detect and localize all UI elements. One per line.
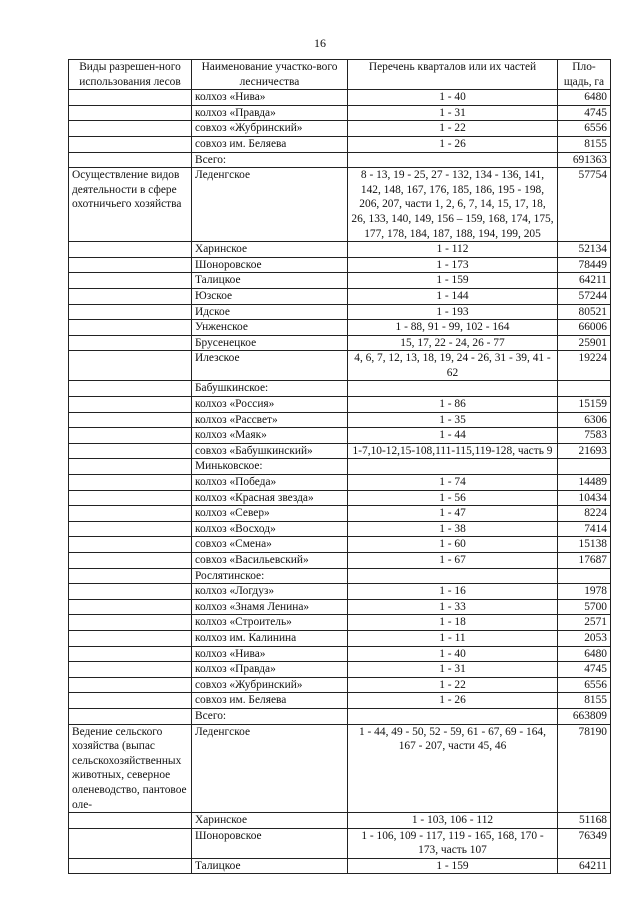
area-cell: 2053	[558, 630, 611, 646]
forestry-name-cell: колхоз «Победа»	[192, 475, 348, 491]
area-cell: 21693	[558, 443, 611, 459]
table-row	[69, 662, 611, 678]
use-kind-cell	[69, 351, 192, 381]
use-kind-cell	[69, 708, 192, 724]
use-kind-cell	[69, 553, 192, 569]
forestry-name-cell: Бабушкинское:	[192, 381, 348, 397]
forestry-name-cell: совхоз «Васильевский»	[192, 553, 348, 569]
table-row	[69, 646, 611, 662]
forestry-name-cell: Талицкое	[192, 858, 348, 874]
table-row	[69, 553, 611, 569]
area-cell: 4745	[558, 662, 611, 678]
area-cell: 57754	[558, 168, 611, 242]
table-row	[69, 257, 611, 273]
quarters-cell: 1 - 44, 49 - 50, 52 - 59, 61 - 67, 69 - 164, 167 - 207, части 45, 46	[348, 724, 558, 813]
table-row	[69, 813, 611, 829]
forestry-name-cell: Харинское	[192, 813, 348, 829]
use-kind-cell	[69, 257, 192, 273]
table-header-row	[69, 60, 611, 90]
header-area: Пло-щадь, га	[558, 60, 611, 90]
table-row	[69, 828, 611, 858]
table-body	[69, 90, 611, 874]
table-row	[69, 320, 611, 336]
table-row	[69, 381, 611, 397]
use-kind-cell	[69, 599, 192, 615]
use-kind-cell	[69, 858, 192, 874]
quarters-cell: 15, 17, 22 - 24, 26 - 77	[348, 335, 558, 351]
quarters-cell: 1 - 144	[348, 288, 558, 304]
use-kind-cell	[69, 136, 192, 152]
use-kind-cell	[69, 152, 192, 168]
forestry-name-cell: Всего:	[192, 708, 348, 724]
use-kind-cell	[69, 475, 192, 491]
use-kind-cell	[69, 630, 192, 646]
forestry-name-cell: Шоноровское	[192, 257, 348, 273]
quarters-cell	[348, 708, 558, 724]
area-cell: 52134	[558, 242, 611, 258]
area-cell: 14489	[558, 475, 611, 491]
table-row	[69, 677, 611, 693]
forestry-name-cell: совхоз им. Беляева	[192, 136, 348, 152]
quarters-cell: 1 - 22	[348, 121, 558, 137]
forestry-name-cell: Илезское	[192, 351, 348, 381]
area-cell: 6556	[558, 121, 611, 137]
quarters-cell: 1 - 35	[348, 412, 558, 428]
use-kind-cell	[69, 90, 192, 106]
area-cell: 51168	[558, 813, 611, 829]
table-row	[69, 443, 611, 459]
forestry-name-cell: совхоз «Смена»	[192, 537, 348, 553]
quarters-cell: 1 - 26	[348, 136, 558, 152]
area-cell: 8155	[558, 693, 611, 709]
forestry-name-cell: Харинское	[192, 242, 348, 258]
use-kind-cell	[69, 428, 192, 444]
use-kind-cell	[69, 490, 192, 506]
quarters-cell: 1 - 18	[348, 615, 558, 631]
quarters-cell: 1 - 159	[348, 858, 558, 874]
table-row	[69, 693, 611, 709]
table-row	[69, 858, 611, 874]
forestry-name-cell: колхоз «Рассвет»	[192, 412, 348, 428]
quarters-cell: 1 - 33	[348, 599, 558, 615]
area-cell: 80521	[558, 304, 611, 320]
use-kind-cell	[69, 615, 192, 631]
use-kind-cell	[69, 242, 192, 258]
area-cell: 64211	[558, 273, 611, 289]
area-cell: 7583	[558, 428, 611, 444]
forestry-name-cell: Идское	[192, 304, 348, 320]
table-row	[69, 242, 611, 258]
use-kind-cell	[69, 381, 192, 397]
quarters-cell: 1 - 40	[348, 646, 558, 662]
area-cell: 5700	[558, 599, 611, 615]
forestry-name-cell: колхоз «Правда»	[192, 662, 348, 678]
table-row	[69, 475, 611, 491]
use-kind-cell	[69, 828, 192, 858]
area-cell: 78449	[558, 257, 611, 273]
forestry-name-cell: колхоз «Север»	[192, 506, 348, 522]
table-row	[69, 105, 611, 121]
forestry-name-cell: колхоз «Маяк»	[192, 428, 348, 444]
forestry-name-cell: колхоз «Восход»	[192, 521, 348, 537]
quarters-cell	[348, 568, 558, 584]
use-kind-cell	[69, 288, 192, 304]
quarters-cell: 1 - 47	[348, 506, 558, 522]
table-row	[69, 152, 611, 168]
forestry-name-cell: Шоноровское	[192, 828, 348, 858]
area-cell: 691363	[558, 152, 611, 168]
use-kind-cell	[69, 537, 192, 553]
quarters-cell: 1 - 173	[348, 257, 558, 273]
quarters-cell: 1 - 193	[348, 304, 558, 320]
table-row	[69, 136, 611, 152]
area-cell: 10434	[558, 490, 611, 506]
use-kind-cell	[69, 443, 192, 459]
forestry-name-cell: колхоз «Россия»	[192, 397, 348, 413]
area-cell: 2571	[558, 615, 611, 631]
forestry-name-cell: колхоз им. Калинина	[192, 630, 348, 646]
table-row	[69, 490, 611, 506]
header-kind: Виды разрешен-ного использования лесов	[69, 60, 192, 90]
table-row	[69, 288, 611, 304]
forestry-name-cell: колхоз «Логдуз»	[192, 584, 348, 600]
quarters-cell: 1 - 44	[348, 428, 558, 444]
use-kind-cell	[69, 506, 192, 522]
area-cell: 6306	[558, 412, 611, 428]
quarters-cell: 1 - 74	[348, 475, 558, 491]
table-row	[69, 630, 611, 646]
quarters-cell: 1 - 112	[348, 242, 558, 258]
use-kind-cell: Осуществление видов деятельности в сфере охотничьего хозяйства	[69, 168, 192, 242]
use-kind-cell	[69, 646, 192, 662]
use-kind-cell	[69, 459, 192, 475]
table-row	[69, 615, 611, 631]
page-number: 16	[314, 36, 326, 50]
quarters-cell	[348, 152, 558, 168]
area-cell: 78190	[558, 724, 611, 813]
area-cell: 6556	[558, 677, 611, 693]
forest-use-table	[68, 59, 611, 874]
quarters-cell	[348, 459, 558, 475]
table-row	[69, 428, 611, 444]
use-kind-cell	[69, 105, 192, 121]
area-cell	[558, 459, 611, 475]
area-cell: 8155	[558, 136, 611, 152]
area-cell: 15159	[558, 397, 611, 413]
area-cell: 64211	[558, 858, 611, 874]
forestry-name-cell: колхоз «Знамя Ленина»	[192, 599, 348, 615]
area-cell: 4745	[558, 105, 611, 121]
use-kind-cell	[69, 813, 192, 829]
quarters-cell: 1 - 67	[348, 553, 558, 569]
use-kind-cell	[69, 584, 192, 600]
quarters-cell: 1 - 159	[348, 273, 558, 289]
forestry-name-cell: совхоз «Бабушкинский»	[192, 443, 348, 459]
quarters-cell: 8 - 13, 19 - 25, 27 - 132, 134 - 136, 141, 142, 148, 167, 176, 185, 186, 195 - 198, 206, 207, части 1, 2, 6, 7, 14, 15, 17, 18, 26, 133, 140, 149, 156 – 159, 168, 174, 175, 177, 178, 184, 187, 188, 194, 199, 205	[348, 168, 558, 242]
area-cell: 15138	[558, 537, 611, 553]
quarters-cell: 1 - 60	[348, 537, 558, 553]
table-row	[69, 599, 611, 615]
quarters-cell: 1 - 26	[348, 693, 558, 709]
table-row	[69, 724, 611, 813]
header-quarters: Перечень кварталов или их частей	[348, 60, 558, 90]
forestry-name-cell: Леденгское	[192, 168, 348, 242]
forestry-name-cell: совхоз «Жубринский»	[192, 121, 348, 137]
use-kind-cell	[69, 397, 192, 413]
area-cell: 7414	[558, 521, 611, 537]
table-row	[69, 459, 611, 475]
forestry-name-cell: Рослятинское:	[192, 568, 348, 584]
table-row	[69, 412, 611, 428]
use-kind-cell	[69, 121, 192, 137]
quarters-cell: 1 - 22	[348, 677, 558, 693]
forestry-name-cell: колхоз «Красная звезда»	[192, 490, 348, 506]
use-kind-cell	[69, 273, 192, 289]
area-cell	[558, 381, 611, 397]
table-row	[69, 90, 611, 106]
table-row	[69, 568, 611, 584]
table-row	[69, 351, 611, 381]
use-kind-cell	[69, 320, 192, 336]
use-kind-cell	[69, 662, 192, 678]
forestry-name-cell: Миньковское:	[192, 459, 348, 475]
quarters-cell: 1 - 11	[348, 630, 558, 646]
area-cell	[558, 568, 611, 584]
table-row	[69, 273, 611, 289]
quarters-cell: 1 - 106, 109 - 117, 119 - 165, 168, 170 - 173, часть 107	[348, 828, 558, 858]
use-kind-cell	[69, 335, 192, 351]
use-kind-cell	[69, 693, 192, 709]
use-kind-cell: Ведение сельского хозяйства (выпас сельскохозяйственных животных, северное оленеводство, пантовое оле-	[69, 724, 192, 813]
area-cell: 66006	[558, 320, 611, 336]
use-kind-cell	[69, 677, 192, 693]
forestry-name-cell: Унженское	[192, 320, 348, 336]
area-cell: 25901	[558, 335, 611, 351]
quarters-cell	[348, 381, 558, 397]
table-row	[69, 584, 611, 600]
area-cell: 57244	[558, 288, 611, 304]
header-forestry: Наименование участко-вого лесничества	[192, 60, 348, 90]
quarters-cell: 1 - 38	[348, 521, 558, 537]
quarters-cell: 1 - 86	[348, 397, 558, 413]
table-row	[69, 397, 611, 413]
use-kind-cell	[69, 521, 192, 537]
quarters-cell: 1-7,10-12,15-108,111-115,119-128, часть 9	[348, 443, 558, 459]
area-cell: 19224	[558, 351, 611, 381]
use-kind-cell	[69, 412, 192, 428]
quarters-cell: 1 - 88, 91 - 99, 102 - 164	[348, 320, 558, 336]
area-cell: 1978	[558, 584, 611, 600]
use-kind-cell	[69, 304, 192, 320]
forestry-name-cell: совхоз «Жубринский»	[192, 677, 348, 693]
quarters-cell: 1 - 16	[348, 584, 558, 600]
quarters-cell: 1 - 103, 106 - 112	[348, 813, 558, 829]
table-row	[69, 506, 611, 522]
table-row	[69, 521, 611, 537]
area-cell: 76349	[558, 828, 611, 858]
forestry-name-cell: Талицкое	[192, 273, 348, 289]
quarters-cell: 1 - 40	[348, 90, 558, 106]
area-cell: 663809	[558, 708, 611, 724]
table-row	[69, 304, 611, 320]
table-row	[69, 537, 611, 553]
forestry-name-cell: Брусенецкое	[192, 335, 348, 351]
quarters-cell: 1 - 31	[348, 662, 558, 678]
forestry-name-cell: Леденгское	[192, 724, 348, 813]
area-cell: 6480	[558, 646, 611, 662]
table-row	[69, 168, 611, 242]
quarters-cell: 1 - 56	[348, 490, 558, 506]
area-cell: 17687	[558, 553, 611, 569]
table-row	[69, 121, 611, 137]
area-cell: 8224	[558, 506, 611, 522]
use-kind-cell	[69, 568, 192, 584]
table-row	[69, 708, 611, 724]
forestry-name-cell: совхоз им. Беляева	[192, 693, 348, 709]
forestry-name-cell: Юзское	[192, 288, 348, 304]
forestry-name-cell: колхоз «Строитель»	[192, 615, 348, 631]
forestry-name-cell: колхоз «Нива»	[192, 646, 348, 662]
forestry-name-cell: колхоз «Правда»	[192, 105, 348, 121]
quarters-cell: 1 - 31	[348, 105, 558, 121]
table-row	[69, 335, 611, 351]
area-cell: 6480	[558, 90, 611, 106]
quarters-cell: 4, 6, 7, 12, 13, 18, 19, 24 - 26, 31 - 39, 41 - 62	[348, 351, 558, 381]
forestry-name-cell: колхоз «Нива»	[192, 90, 348, 106]
forestry-name-cell: Всего:	[192, 152, 348, 168]
